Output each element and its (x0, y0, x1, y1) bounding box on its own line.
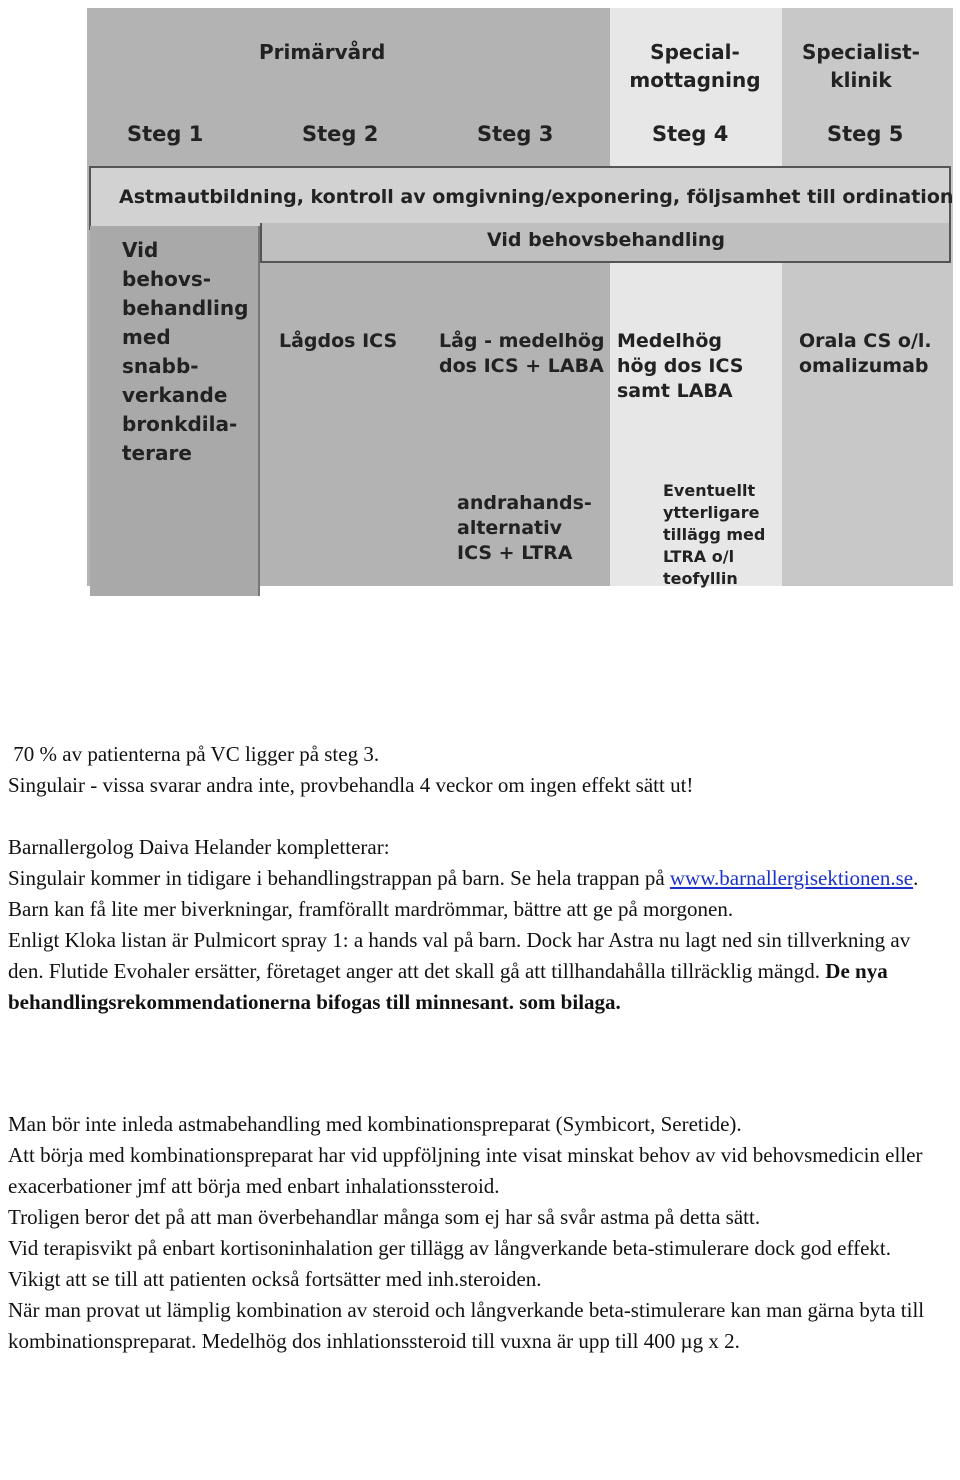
header-specialistklinik (787, 38, 935, 94)
step-1-label: Steg 1 (127, 122, 204, 146)
step-2-treatment: Lågdos ICS (279, 330, 398, 352)
paragraph-combination (8, 1109, 948, 1357)
text-barnallergolog: Barnallergolog Daiva Helander kompletterar: (8, 835, 390, 859)
text-kloka-listan (8, 925, 948, 1018)
header-specialmottagning-line1: Special- (650, 40, 740, 64)
paragraph-steps (8, 739, 948, 801)
text-line-70-percent: 70 % av patienterna på VC ligger på steg 3. (8, 742, 380, 766)
text-inleda: Man bör inte inleda astmabehandling med kombinationspreparat (Symbicort, Seretide). (8, 1112, 742, 1136)
step-2-label: Steg 2 (302, 122, 379, 146)
header-specialmottagning-line2: mottagning (629, 68, 761, 92)
text-terapisvikt: Vid terapisvikt på enbart kortisoninhalation ger tillägg av långverkande beta-stimulerare dock god effekt. Vikigt att se till att patienten också fortsätter med inh.steroiden. (8, 1236, 891, 1291)
step-4-treatment: Medelhög hög dos ICS samt LABA (617, 330, 744, 402)
step-3-label: Steg 3 (477, 122, 554, 146)
step-3-treatment: Låg - medelhög dos ICS + LABA (439, 330, 605, 377)
text-troligen: Troligen beror det på att man överbehandlar många som ej har så svår astma på detta sätt. (8, 1205, 761, 1229)
text-singulair-barn-a: Singulair kommer in tidigare i behandlingstrappan på barn. Se hela trappan på (8, 866, 670, 890)
education-band-text: Astmautbildning, kontroll av omgivning/exponering, följsamhet till ordination (119, 186, 954, 208)
paragraph-pediatric (8, 832, 948, 1018)
step-3-alternative: andrahands- alternativ ICS + LTRA (457, 492, 592, 564)
step-5-label: Steg 5 (827, 122, 904, 146)
header-primarvard: Primärvård (259, 40, 386, 64)
step-5-treatment: Orala CS o/l. omalizumab (799, 330, 932, 377)
header-specialmottagning (615, 38, 775, 94)
header-specialistklinik-line2: klinik (830, 68, 892, 92)
asthma-treatment-staircase (87, 8, 953, 586)
specialistklinik-column (782, 8, 953, 586)
step-4-additional: Eventuellt ytterligare tillägg med LTRA o/l teofyllin (663, 481, 766, 588)
text-singulair-barn-c: . Barn kan få lite mer biverkningar, framförallt mardrömmar, bättre att ge på morgonen. (8, 866, 919, 921)
step-4-label: Steg 4 (652, 122, 729, 146)
education-band (89, 166, 954, 230)
vid-behov-band-text: Vid behovsbehandling (487, 229, 725, 251)
text-bifogas-bold: De nya behandlingsrekommendationerna bifogas till minnesant. som bilaga. (8, 959, 888, 1014)
text-borja-med: Att börja med kombinationspreparat har vid uppföljning inte visat minskat behov av vid behovsmedicin eller exacerbationer jmf att börja med enbart inhalationssteroid. (8, 1143, 923, 1198)
text-kombination: När man provat ut lämplig kombination av steroid och långverkande beta-stimulerare kan man gärna byta till kombinationspreparat. Medelhög dos inhlationssteroid till vuxna är upp till 400 µg x 2. (8, 1298, 925, 1353)
text-line-singulair: Singulair - vissa svarar andra inte, provbehandla 4 veckor om ingen effekt sätt ut! (8, 773, 694, 797)
header-specialistklinik-line1: Specialist- (802, 40, 920, 64)
text-kloka-listan-a: Enligt Kloka listan är Pulmicort spray 1: a hands val på barn. Dock har Astra nu lagt ned sin tillverkning av den. Flutide Evohaler ersätter, företaget anger att det skall gå att tillhandahålla tillräcklig mängd. (8, 928, 911, 983)
step-1-text: Vid behovs- behandling med snabb- verkande bronkdila- terare (122, 238, 249, 465)
vid-behov-band (260, 223, 951, 263)
text-singulair-barn (8, 863, 948, 925)
barnallergisektionen-link[interactable]: www.barnallergisektionen.se (669, 866, 914, 890)
